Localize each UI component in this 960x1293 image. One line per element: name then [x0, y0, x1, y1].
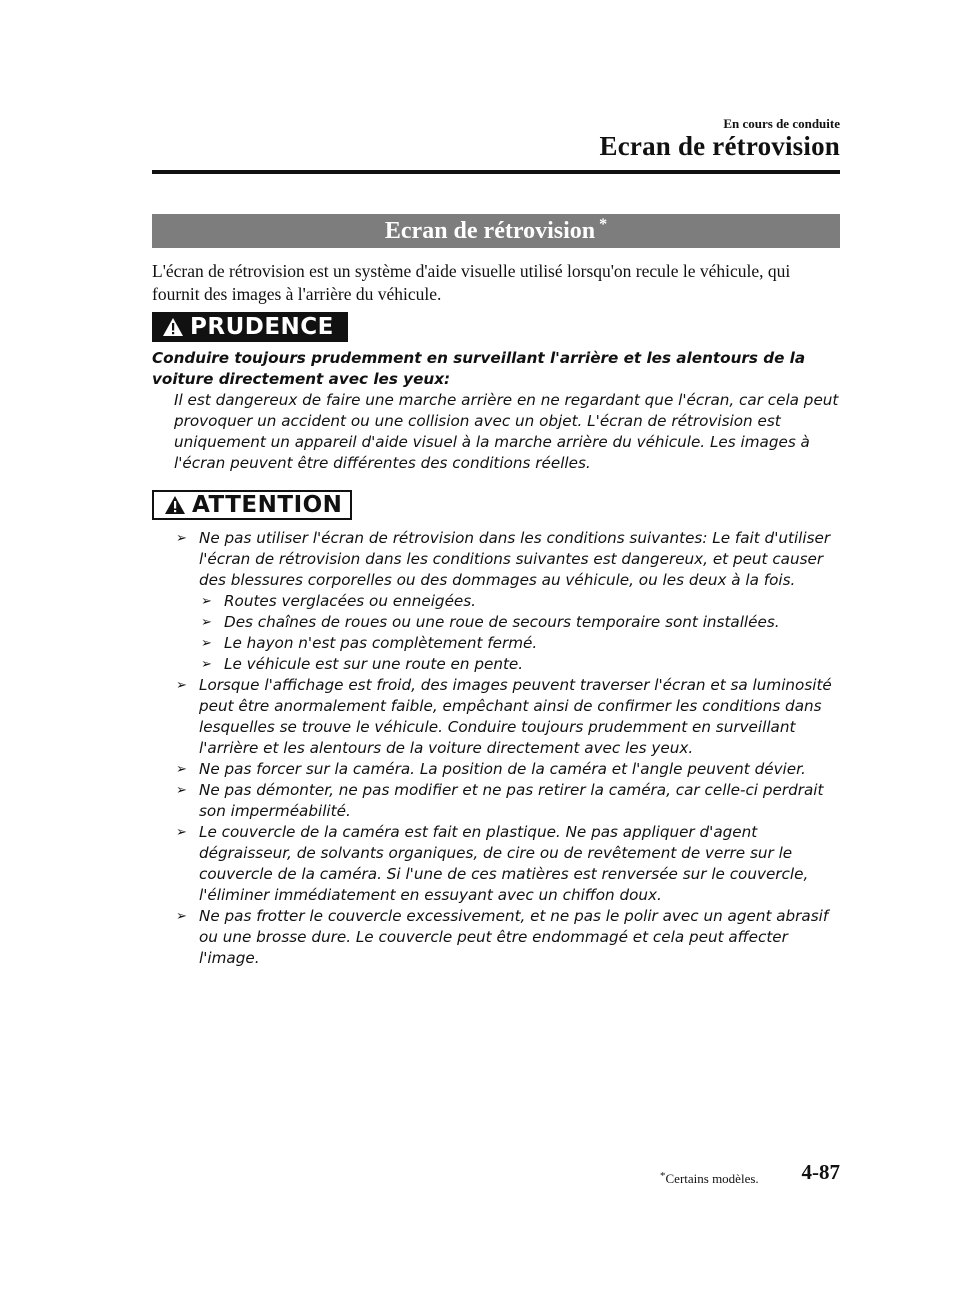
attention-subitem-text: Le hayon n'est pas complètement fermé.	[224, 634, 538, 652]
arrowhead-bullet-icon: ➢	[176, 909, 187, 924]
attention-item-text: Ne pas forcer sur la caméra. La position de la caméra et l'angle peuvent dévier.	[199, 760, 806, 778]
footer-star: *	[660, 1170, 666, 1182]
attention-item-text: Ne pas utiliser l'écran de rétrovision dans les conditions suivantes: Le fait d'utiliser l'écran de rétrovision dans les conditions suivantes est dangereux, et peut causer des blessures corporelles ou des dommages au véhicule, ou les deux à la fois.	[199, 529, 831, 589]
list-item	[174, 822, 842, 906]
arrowhead-bullet-icon: ➢	[176, 762, 187, 777]
arrowhead-bullet-icon: ➢	[201, 657, 212, 672]
warning-triangle-icon	[164, 495, 186, 515]
list-item	[174, 528, 842, 675]
attention-item-text: Ne pas démonter, ne pas modifier et ne pas retirer la caméra, car celle-ci perdrait son imperméabilité.	[199, 781, 824, 820]
list-item	[199, 612, 842, 633]
attention-sub-list	[199, 591, 842, 675]
header-rule	[152, 170, 840, 174]
attention-subitem-text: Des chaînes de roues ou une roue de secours temporaire sont installées.	[224, 613, 780, 631]
footer-note-text: Certains modèles.	[665, 1171, 759, 1186]
arrowhead-bullet-icon: ➢	[201, 594, 212, 609]
attention-subitem-text: Routes verglacées ou enneigées.	[224, 592, 477, 610]
attention-label	[152, 490, 352, 520]
attention-item-text: Ne pas frotter le couvercle excessivement, et ne pas le polir avec un agent abrasif ou une brosse dure. Le couvercle peut être endommagé et cela peut affecter l'image.	[199, 907, 829, 967]
arrowhead-bullet-icon: ➢	[201, 615, 212, 630]
list-item	[174, 675, 842, 759]
banner-star: *	[599, 216, 608, 233]
arrowhead-bullet-icon: ➢	[176, 783, 187, 798]
list-item	[174, 780, 842, 822]
page-number: 4-87	[801, 1160, 840, 1184]
warning-triangle-icon	[162, 317, 184, 337]
prudence-body: Il est dangereux de faire une marche arrière en ne regardant que l'écran, car cela peut provoquer un accident ou une collision avec un objet. L'écran de rétrovision est uniquement un appareil d'aide visuel à la marche arrière du véhicule. Les images à l'écran peuvent être différentes des conditions réelles.	[174, 391, 839, 472]
list-item	[174, 759, 842, 780]
attention-list	[174, 528, 842, 969]
page-header-title: Ecran de rétrovision	[599, 131, 840, 161]
list-item	[174, 906, 842, 969]
banner-title: Ecran de rétrovision	[384, 217, 596, 244]
prudence-label-text: PRUDENCE	[190, 314, 334, 340]
arrowhead-bullet-icon: ➢	[201, 636, 212, 651]
list-item	[199, 654, 842, 675]
prudence-label	[152, 312, 348, 342]
list-item	[199, 591, 842, 612]
attention-item-text: Lorsque l'affichage est froid, des images peuvent traverser l'écran et sa luminosité peut être anormalement faible, empêchant ainsi de confirmer les conditions dans lesquelles se trouve le véhicule. Conduire toujours prudemment en surveillant l'arrière et les alentours de la voiture directement avec les yeux.	[199, 676, 832, 757]
prudence-heading: Conduire toujours prudemment en surveillant l'arrière et les alentours de la voiture directement avec les yeux:	[152, 349, 806, 388]
attention-item-text: Le couvercle de la caméra est fait en plastique. Ne pas appliquer d'agent dégraisseur, de solvants organiques, de cire ou de revêtement de verre sur le couvercle de la caméra. Si l'une de ces matières est renversée sur le couvercle, l'éliminer immédiatement en essuyant avec un chiffon doux.	[199, 823, 809, 904]
list-item	[199, 633, 842, 654]
attention-label-text: ATTENTION	[192, 492, 343, 518]
intro-paragraph: L'écran de rétrovision est un système d'aide visuelle utilisé lorsqu'on recule le véhicule, qui fournit des images à l'arrière du véhicule.	[152, 261, 791, 304]
arrowhead-bullet-icon: ➢	[176, 825, 187, 840]
section-header-label: En cours de conduite	[723, 116, 840, 131]
footer-note	[660, 1171, 759, 1187]
attention-subitem-text: Le véhicule est sur une route en pente.	[224, 655, 524, 673]
arrowhead-bullet-icon: ➢	[176, 531, 187, 546]
arrowhead-bullet-icon: ➢	[176, 678, 187, 693]
section-banner	[152, 214, 840, 248]
